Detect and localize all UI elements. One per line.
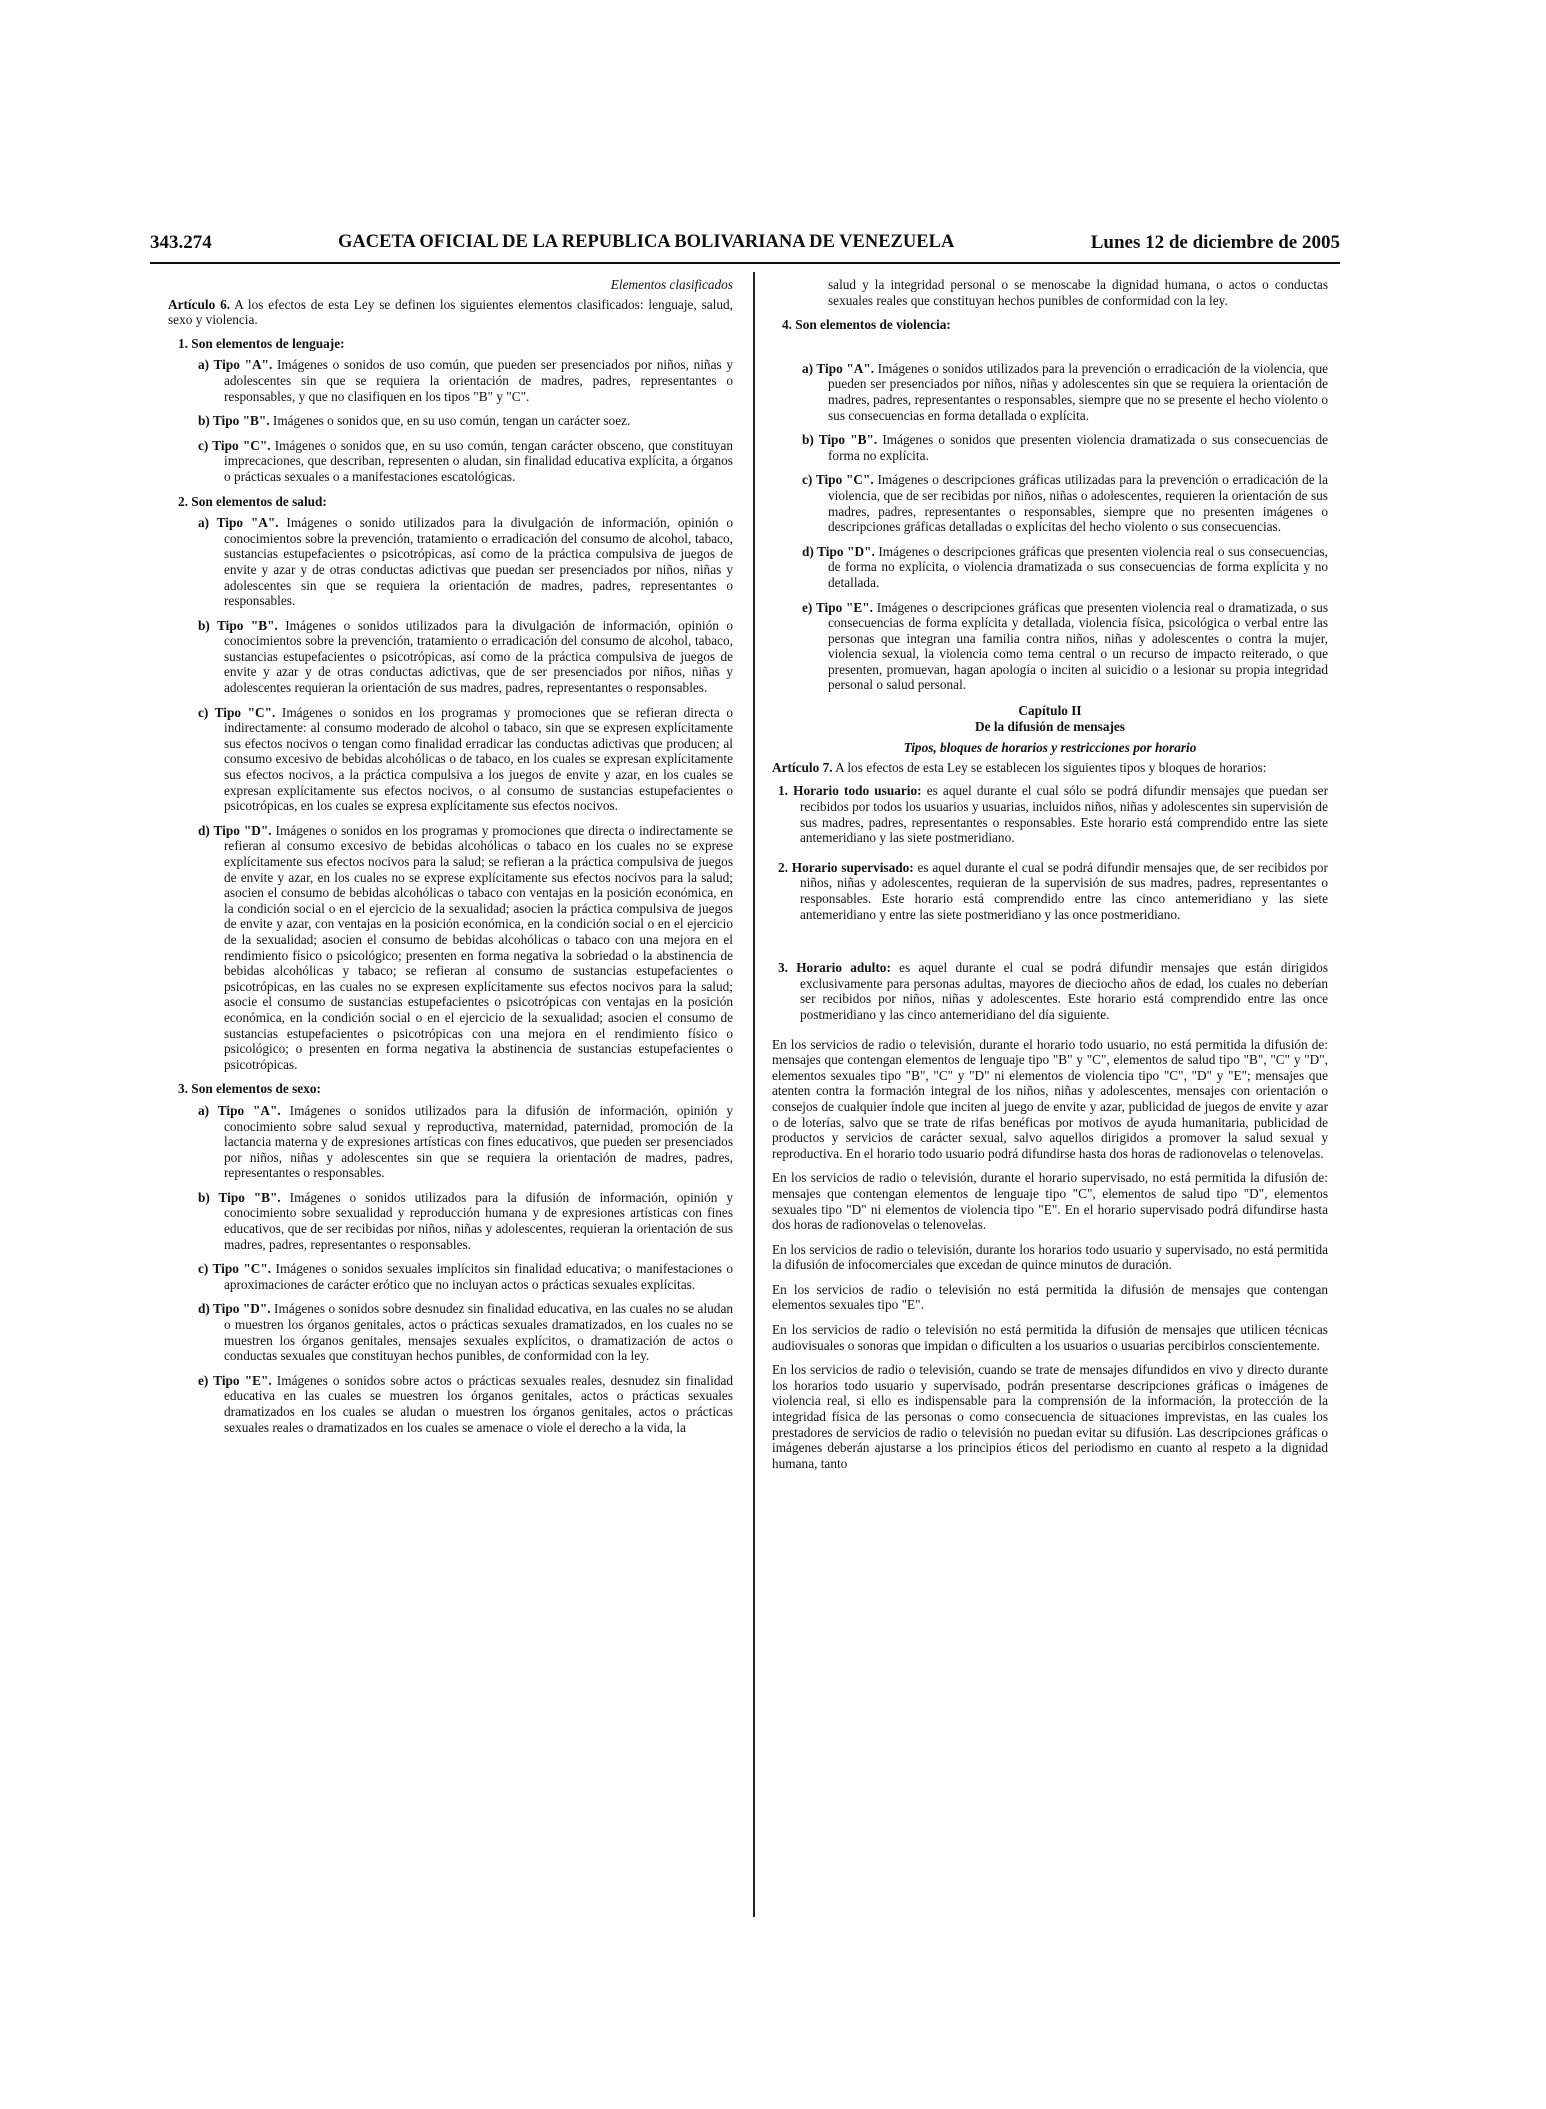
item-tag: a) Tipo "A".: [198, 515, 279, 531]
item-tag: d) Tipo "D".: [802, 543, 875, 559]
article-7: [772, 760, 1328, 776]
item-text: Imágenes o sonidos sexuales implícitos sin finalidad educativa; o manifestaciones o aproximaciones de carácter erótico que no incluyan actos o prácticas sexuales explícitas.: [224, 1261, 733, 1292]
section-heading: Elementos clasificados: [610, 277, 733, 292]
violencia-item-a: [802, 361, 1328, 423]
horario-text: es aquel durante el cual se podrá difundir mensajes que están dirigidos exclusivamente para personas adultas, mayores de dieciocho años de edad, los cuales no deberían ser recibidos por niños, niñas y adolescentes. Este horario está comprendido entre las once postmeridiano y las cinco antemeridiano del día siguiente.: [800, 960, 1329, 1022]
header-rule: [150, 262, 1340, 264]
lenguaje-item-c: [198, 438, 733, 485]
violencia-item-e: [802, 600, 1328, 694]
violencia-item-c: [802, 472, 1328, 534]
item-tag: b) Tipo "B".: [198, 617, 278, 633]
violencia-item-d: [802, 544, 1328, 591]
item-text: Imágenes o sonidos que, en su uso común, tengan carácter obsceno, que constituyan imprecaciones, que describan, representen o aludan, sin finalidad educativa explícita, a órganos o prácticas sexuales o a manifestaciones escatológicas.: [224, 437, 734, 484]
item-text: Imágenes o sonidos de uso común, que pueden ser presenciados por niños, niñas y adolescentes sin que se requiera la orientación de madres, padres, representantes o responsables, y que no clasifiquen en los tipos "B" y "C".: [224, 357, 733, 404]
sexo-item-d: [198, 1301, 733, 1363]
horario-text: es aquel durante el cual sólo se podrá difundir mensajes que puedan ser recibidos por todos los usuarios y usuarias, incluidos niños, niñas y adolescentes sin supervisión de sus madres, padres, representantes o responsables. Este horario está comprendido entre las siete antemeridiano y las siete postmeridiano.: [800, 783, 1328, 846]
salud-item-c: [198, 705, 733, 814]
salud-item-b: [198, 618, 733, 696]
item-text: Imágenes o sonidos sobre actos o prácticas sexuales reales, desnudez sin finalidad educativa en las cuales se muestren los órganos genitales, actos o prácticas sexuales dramatizados en los cuales se aludan o muestren los órganos genitales, actos o prácticas sexuales reales o dramatizados en los cuales se amenace o viole el derecho a la vida, la: [224, 1372, 734, 1435]
chapter-subtitle: De la difusión de mensajes: [975, 718, 1125, 734]
item-tag: a) Tipo "A".: [198, 1102, 281, 1118]
item-text: Imágenes o descripciones gráficas que presenten violencia real o dramatizada, o sus consecuencias de forma explícita y detallada, violencia física, psicológica o verbal entre las personas que integran una familia contra niños, niñas y adolescentes o contra la mujer, violencia sexual, la violencia como tema central o un recurso de impacto reiterado, o que presenten, promuevan, hagan apología o inciten al suicidio o a lesionar su propia integridad personal o salud personal.: [828, 599, 1329, 693]
page-header: [150, 232, 1340, 260]
article-7-label: Artículo 7.: [772, 759, 833, 775]
item-tag: c) Tipo "C".: [198, 704, 276, 720]
spacer: [772, 936, 1328, 960]
item-text: Imágenes o sonidos en los programas y promociones que se refieran directa o indirectamente: al consumo moderado de alcohol o tabaco, sin que se expresen explícitamente sus efectos nocivos o tengan como finalidad erradicar las conductas adictivas que producen; al consumo excesivo de bebidas alcohólicas o de tabaco, en los cuales se expresan explícitamente sus efectos nocivos, a la práctica compulsiva a los juegos de envite y azar, en los cuales se expresan explícitamente sus efectos nocivos, o al consumo de sustancias estupefacientes o psicotrópicas, en los cuales se expresa explícitamente sus efectos nocivos.: [224, 704, 734, 814]
item-text: Imágenes o sonidos utilizados para la prevención o erradicación de la violencia, que pueden ser presenciados por niños, niñas y adolescentes sin que se requiera la orientación de madres, padres, representantes o responsables, siempre que no se presente el hecho violento o sus consecuencias en forma detallada o explícita.: [828, 360, 1328, 423]
horario-1: [778, 783, 1328, 845]
item-text: Imágenes o sonidos utilizados para la difusión de información, opinión y conocimiento sobre sexualidad y reproducción humana y de expresiones artísticas con fines educativos, que de ser recibidas por niños, niñas y adolescentes, requieran la orientación de sus madres, padres, representantes o responsables.: [224, 1189, 733, 1252]
salud-heading: 2. Son elementos de salud:: [178, 493, 327, 509]
sexo-heading: 3. Son elementos de sexo:: [178, 1081, 321, 1097]
publication-date: Lunes 12 de diciembre de 2005: [1090, 232, 1340, 253]
paragraph-6: En los servicios de radio o televisión, cuando se trate de mensajes difundidos en vivo y directo durante los horarios todo usuario y supervisado, podrán presentarse descripciones gráficas o imágenes de violencia real, si ello es indispensable para la comprensión de la información, la protección de la integridad física de las personas o como consecuencia de situaciones imprevistas, en las cuales los prestadores de servicios de radio o televisión no puedan evitar su difusión. Las descripciones gráficas o imágenes deberán ajustarse a los principios éticos del periodismo en cuanto al respeto a la dignidad humana, tanto: [772, 1362, 1328, 1471]
item-tag: c) Tipo "C".: [198, 1261, 272, 1277]
lenguaje-item-a: [198, 357, 733, 404]
lenguaje-heading: 1. Son elementos de lenguaje:: [178, 335, 345, 351]
item-tag: e) Tipo "E".: [198, 1372, 272, 1388]
right-column: [772, 277, 1328, 1480]
article-6-label: Artículo 6.: [168, 296, 231, 312]
item-tag: b) Tipo "B".: [198, 1189, 281, 1205]
paragraph-2: En los servicios de radio o televisión, durante el horario supervisado, no está permitida la difusión de: mensajes que contengan elementos de lenguaje tipo "C", elementos de salud tipo "D", elementos sexuales tipo "D" ni elementos de violencia tipo "E". En el horario supervisado podrá difundirse hasta dos horas de radionovelas o telenovelas.: [772, 1170, 1328, 1233]
item-tag: c) Tipo "C".: [198, 437, 271, 453]
column-divider: [753, 272, 755, 1917]
item-tag: c) Tipo "C".: [802, 472, 874, 488]
item-tag: e) Tipo "E".: [802, 599, 874, 615]
sexo-item-b: [198, 1190, 733, 1252]
item-tag: a) Tipo "A".: [802, 360, 875, 376]
item-tag: a) Tipo "A".: [198, 357, 273, 373]
item-tag: d) Tipo "D".: [198, 822, 272, 838]
item-text: Imágenes o sonido utilizados para la divulgación de información, opinión o conocimientos sobre la prevención, tratamiento o erradicación del consumo de alcohol, tabaco, sustancias estupefacientes o psicotrópicas, así como de la práctica compulsiva de juegos de envite y azar y de otras conductas adictivas que puedan ser presenciados por niños, niñas y adolescentes sin que se requiera la orientación de madres, padres, representantes o responsables.: [224, 515, 733, 609]
salud-item-d: [198, 823, 733, 1073]
left-column: [168, 277, 733, 1444]
item-text: Imágenes o sonidos utilizados para la difusión de información, opinión y conocimiento sobre salud sexual y reproductiva, maternidad, paternidad, promoción de la lactancia materna y de expresiones artísticas con fines educativos, que pueden ser presenciados por niños, niñas y adolescentes sin que se requiera la orientación de madres, padres, representantes o responsables.: [224, 1102, 733, 1181]
item-tag: b) Tipo "B".: [802, 432, 878, 448]
paragraph-4: En los servicios de radio o televisión no está permitida la difusión de mensajes que contengan elementos sexuales tipo "E".: [772, 1281, 1328, 1313]
publication-title: GACETA OFICIAL DE LA REPUBLICA BOLIVARIANA DE VENEZUELA: [338, 232, 955, 252]
item-text: Imágenes o sonidos utilizados para la divulgación de información, opinión o conocimientos sobre la prevención, tratamiento o erradicación del consumo de alcohol, tabaco, sustancias estupefacientes o psicotrópicas, así como de la práctica compulsiva de juegos de envite y azar y de otras conductas adictivas, que de ser presenciados por niños, niñas y adolescentes requieran la orientación de sus madres, padres, representantes o responsables.: [224, 617, 733, 696]
item-text: Imágenes o sonidos sobre desnudez sin finalidad educativa, en las cuales no se aludan o muestren los órganos genitales, actos o prácticas sexuales dramatizados, en los cuales no se muestren los órganos genitales, mensajes sexuales explícitos, o dramatización de actos o conductas sexuales que constituyan hechos punibles, de conformidad con la ley.: [224, 1301, 733, 1364]
horario-3: [778, 960, 1328, 1022]
item-text: Imágenes o sonidos en los programas y promociones que directa o indirectamente se refieran al consumo excesivo de bebidas alcohólicas o tabaco en los cuales no se exprese explícitamente sus efectos nocivos para la salud; se refieran a la práctica compulsiva de juegos de envite y azar, en los cuales no se exprese explícitamente sus efectos nocivos para la salud; asocien el consumo de bebidas alcohólicas o tabaco con ventajas en la posición económica, en la condición social o en el ejercicio de la sexualidad; asocien la práctica compulsiva de juegos de envite y azar, con ventajas en la posición económica, en la condición social o en el ejercicio de la sexualidad; asocien el consumo de bebidas alcohólicas o tabaco con una mejora en el rendimiento físico o psicológico; presenten en forma negativa la sobriedad o la abstinencia de bebidas alcohólicas y tabaco; se refieran al consumo de sustancias estupefacientes o psicotrópicas, en las cuales no se expresen explícitamente sus efectos nocivos para la salud; asocie el consumo de sustancias estupefacientes o psicotrópicas con ventajas en la posición económica, en la condición social o en el ejercicio de la sexualidad; asocien el consumo de sustancias estupefacientes o psicotrópicas con una mejora en el rendimiento físico o psicológico; o presenten en forma negativa la abstinencia de sustancias estupefacientes o psicotrópicas.: [224, 822, 733, 1072]
sexo-item-e: [198, 1373, 733, 1435]
item-tag: b) Tipo "B".: [198, 413, 270, 429]
horario-text: es aquel durante el cual se podrá difundir mensajes que, de ser recibidos por niños, niñas y adolescentes, requieran de la supervisión de sus madres, padres, representantes o responsables. Este horario está comprendido entre las cinco antemeridiano y las siete antemeridiano y entre las siete postmeridiano y las once postmeridiano.: [800, 859, 1328, 922]
spacer: [772, 339, 1328, 361]
chapter-section-heading: Tipos, bloques de horarios y restricciones por horario: [903, 740, 1197, 756]
item-text: Imágenes o descripciones gráficas utilizadas para la prevención o erradicación de la violencia, que de ser recibidas por niños, niñas o adolescentes, requieren la orientación de sus madres, padres, representantes o responsables, siempre que no presenten imágenes o descripciones gráficas detalladas o explícitas del hecho violento o sus consecuencias.: [828, 472, 1328, 535]
sexo-item-c: [198, 1261, 733, 1292]
item-text: Imágenes o sonidos que presenten violencia dramatizada o sus consecuencias de forma no explícita.: [828, 432, 1329, 463]
violencia-item-b: [802, 432, 1328, 463]
salud-item-a: [198, 515, 733, 609]
article-6-text: A los efectos de esta Ley se definen los siguientes elementos clasificados: lenguaje, salud, sexo y violencia.: [168, 296, 733, 328]
paragraph-5: En los servicios de radio o televisión no está permitida la difusión de mensajes que utilicen técnicas audiovisuales o sonoras que impidan o dificulten a los usuarios o usuarias percibirlos conscientemente.: [772, 1322, 1328, 1353]
horario-2: [778, 860, 1328, 922]
horario-label: 2. Horario supervisado:: [778, 859, 914, 875]
violencia-heading: 4. Son elementos de violencia:: [782, 317, 951, 333]
paragraph-3: En los servicios de radio o televisión, durante los horarios todo usuario y supervisado, no está permitida la difusión de infocomerciales que excedan de quince minutos de duración.: [772, 1241, 1328, 1273]
page-number: 343.274: [150, 232, 212, 253]
chapter-title: Capítulo II: [1018, 703, 1082, 719]
item-text: Imágenes o sonidos que, en su uso común, tengan un carácter soez.: [269, 413, 631, 429]
paragraph-1: En los servicios de radio o televisión, durante el horario todo usuario, no está permitida la difusión de: mensajes que contengan elementos de lenguaje tipo "B" y "C", elementos de salud tipo "B", "C" y "D", elementos sexuales tipo "B", "C" y "D" ni elementos de violencia tipo "C", "D" y "E"; mensajes que atenten contra la formación integral de los niños, niñas y adolescentes, mensajes con orientación o consejos de cualquier índole que inciten al juego de envite y azar, publicidad de juegos de envite y azar o de loterías, salvo que se trate de rifas benéficas por motivos de ayuda humanitaria, publicidad de productos y servicios de carácter sexual, salvo aquellos dirigidos a promover la salud sexual y reproductiva. En el horario todo usuario podrá difundirse hasta dos horas de radionovelas o telenovelas.: [772, 1036, 1328, 1161]
item-tag: d) Tipo "D".: [198, 1301, 271, 1317]
horario-label: 1. Horario todo usuario:: [778, 783, 922, 799]
sexo-item-a: [198, 1103, 733, 1181]
item-text: Imágenes o descripciones gráficas que presenten violencia real o sus consecuencias, de forma no explícita, o violencia dramatizada o sus consecuencias de forma explícita y no detallada.: [828, 543, 1328, 590]
article-7-text: A los efectos de esta Ley se establecen los siguientes tipos y bloques de horarios:: [832, 759, 1267, 775]
article-6: [168, 297, 733, 328]
lenguaje-item-b: [198, 413, 733, 429]
horario-label: 3. Horario adulto:: [778, 960, 891, 976]
continuation-text: salud y la integridad personal o se menoscabe la dignidad humana, o actos o conductas sexuales reales que constituyan hechos punibles de conformidad con la ley.: [828, 277, 1328, 308]
